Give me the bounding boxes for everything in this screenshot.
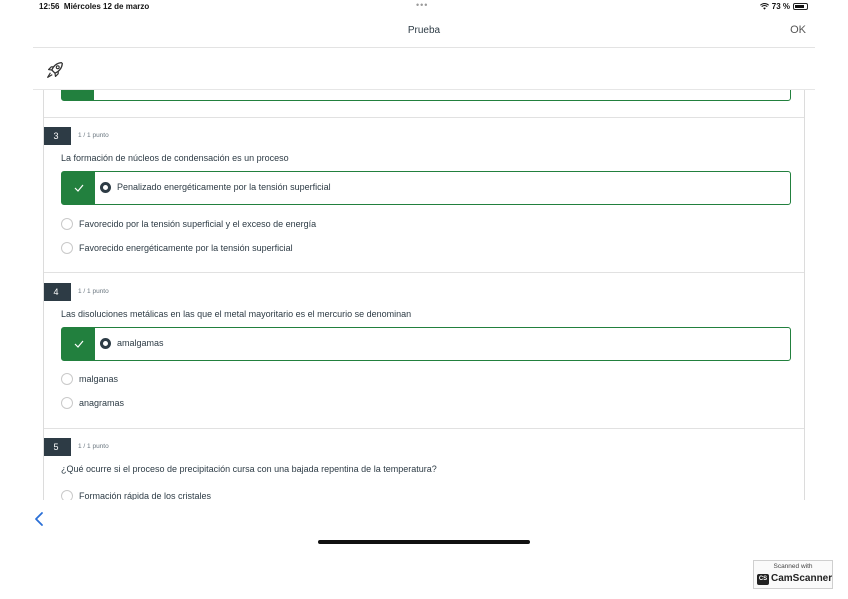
rocket-icon[interactable]: [44, 59, 66, 81]
nav-bar: [33, 18, 815, 48]
answer-label: anagramas: [79, 398, 125, 408]
answer-label: malganas: [79, 374, 119, 384]
status-time: 12:56: [39, 2, 60, 11]
question-points: 1 / 1 punto: [78, 288, 109, 295]
question-number: 4: [43, 283, 71, 301]
answer-option[interactable]: [61, 240, 293, 256]
wifi-icon: [760, 3, 769, 10]
question-number: 5: [43, 438, 71, 456]
status-date: Miércoles 12 de marzo: [63, 2, 150, 11]
badge-caption: Scanned with: [773, 563, 813, 570]
radio-button[interactable]: [61, 242, 73, 254]
answer-label: Formación rápida de los cristales: [79, 491, 212, 500]
status-time-date: [39, 2, 149, 11]
status-bar: [0, 0, 848, 14]
question-points: 1 / 1 punto: [78, 132, 109, 139]
divider: [44, 272, 804, 273]
question-text: La formación de núcleos de condensación es un proceso: [61, 153, 289, 163]
camscanner-badge: [753, 560, 833, 589]
answer-option[interactable]: [61, 216, 316, 232]
divider: [44, 428, 804, 429]
answer-label: Favorecido energéticamente por la tensión superficial: [79, 243, 293, 253]
answer-option[interactable]: [61, 371, 118, 387]
radio-button[interactable]: [61, 373, 73, 385]
answer-option[interactable]: [61, 488, 211, 500]
checkmark-icon: [74, 184, 84, 192]
question-number: 3: [43, 127, 71, 145]
answer-selected-correct[interactable]: [61, 327, 791, 361]
battery-icon: [793, 3, 808, 10]
answer-label: Penalizado energéticamente por la tensión superficial: [117, 182, 331, 192]
correct-indicator: [62, 328, 95, 360]
question-text: ¿Qué ocurre si el proceso de precipitación cursa con una bajada repentina de la temperatura?: [61, 464, 437, 474]
answer-label: amalgamas: [117, 338, 164, 348]
correct-indicator: [62, 90, 94, 100]
ok-button[interactable]: OK: [790, 24, 806, 36]
radio-selected[interactable]: [100, 182, 111, 193]
toolbar: [33, 50, 815, 90]
status-indicators: [760, 2, 808, 11]
quiz-scroll-area[interactable]: [43, 90, 805, 500]
answer-selected-correct[interactable]: [61, 171, 791, 205]
home-indicator[interactable]: [318, 540, 530, 544]
page-title: Prueba: [407, 25, 441, 36]
radio-selected[interactable]: [100, 338, 111, 349]
correct-indicator: [62, 172, 95, 204]
previous-correct-answer: [61, 90, 791, 101]
radio-button[interactable]: [61, 218, 73, 230]
question-points: 1 / 1 punto: [78, 443, 109, 450]
battery-percent: 73 %: [771, 2, 790, 11]
multitask-dots[interactable]: •••: [416, 0, 429, 10]
checkmark-icon: [74, 340, 84, 348]
divider: [44, 117, 804, 118]
radio-button[interactable]: [61, 490, 73, 500]
question-text: Las disoluciones metálicas en las que el metal mayoritario es el mercurio se denominan: [61, 309, 412, 319]
chevron-left-icon[interactable]: [33, 511, 45, 527]
answer-option[interactable]: [61, 395, 124, 411]
radio-button[interactable]: [61, 397, 73, 409]
badge-name: CamScanner: [771, 573, 833, 584]
answer-label: Favorecido por la tensión superficial y el exceso de energía: [79, 219, 317, 229]
camscanner-logo: CS: [757, 574, 769, 585]
